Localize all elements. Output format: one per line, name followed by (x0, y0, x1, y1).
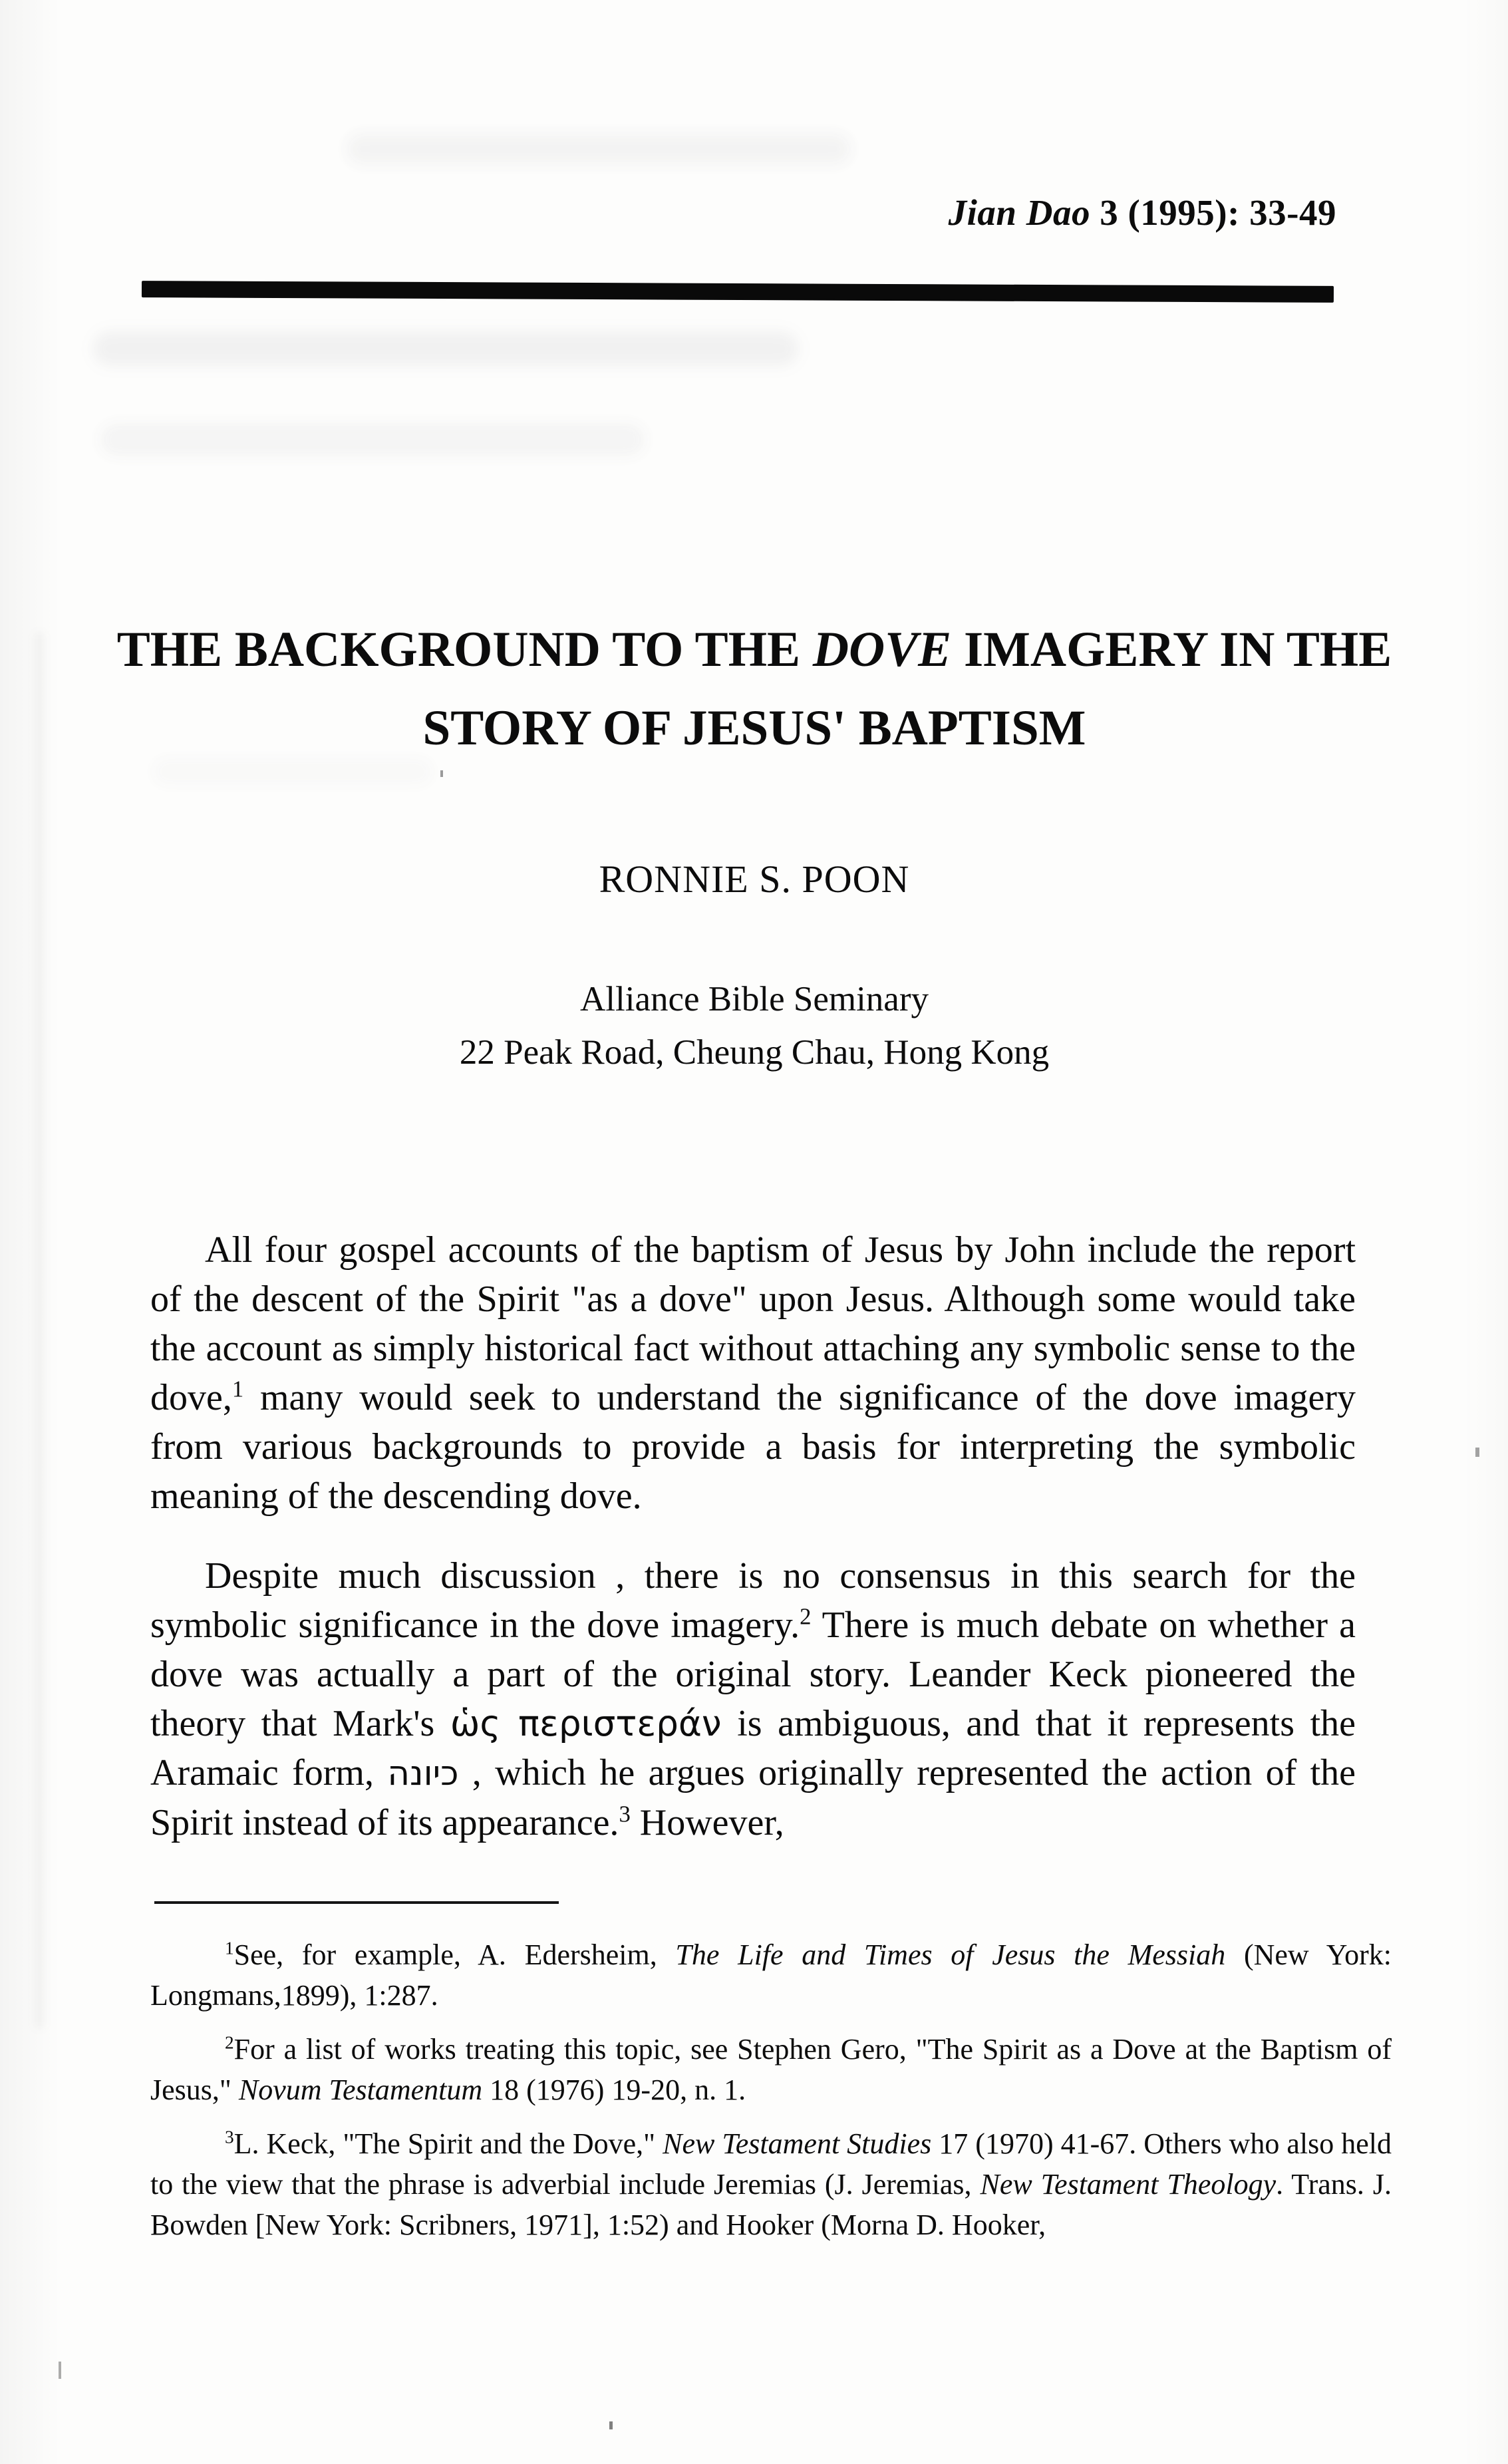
footnote-2: $^2$For a list of works treating this topic, see Stephen Gero, "The Spirit as a Dove at the Baptism of Jesus," Novum Testamentum 18 (1976) 19-20, n. 1. (150, 2032, 1392, 2106)
author-name: RONNIE S. POON (599, 857, 910, 901)
article-body (150, 1225, 1356, 1847)
bleedthrough-ghost (346, 133, 851, 165)
scanner-streak (35, 632, 44, 2029)
article-title: THE BACKGROUND TO THE DOVE IMAGERY IN THE STORY OF JESUS' BAPTISM (116, 622, 1392, 756)
header-rule (142, 281, 1334, 303)
bleedthrough-ghost (100, 423, 645, 456)
affiliation-address: 22 Peak Road, Cheung Chau, Hong Kong (459, 1033, 1050, 1072)
author-affiliation (89, 973, 1420, 1079)
footnote-1: $^1$See, for example, A. Edersheim, The Life and Times of Jesus the Messiah (New York: Longmans,1899), 1:287. (150, 1938, 1392, 2012)
scan-speck (1475, 1448, 1479, 1457)
footnote-separator-rule (154, 1901, 559, 1904)
body-paragraph-2: Despite much discussion , there is no consensus in this search for the symbolic significance in the dove imagery.$^2$ There is much debate on whether a dove was actually a part of the original story. Leander Keck pioneered the theory that Mark's ὡς περιστεράν is ambiguous, and that it represents the Aramaic form, כיונה , which he argues originally represented the action of the Spirit instead of its appearance.$^3$ However, (150, 1555, 1356, 1843)
footnotes-section (150, 1934, 1392, 2258)
scan-speck (440, 770, 443, 777)
body-paragraph-1: All four gospel accounts of the baptism of Jesus by John include the report of the descent of the Spirit "as a dove" upon Jesus. Although some would take the account as simply historical fact without attaching any symbolic sense to the dove,$^1$ many would seek to understand the significance of the dove imagery from various backgrounds to provide a basis for interpreting the symbolic meaning of the descending dove. (150, 1229, 1356, 1517)
scan-speck (609, 2421, 613, 2429)
scan-speck (59, 2362, 61, 2379)
journal-citation: Jian Dao 3 (1995): 33-49 (948, 192, 1336, 233)
bleedthrough-ghost (93, 331, 798, 366)
footnote-3: $^3$L. Keck, "The Spirit and the Dove," New Testament Studies 17 (1970) 41-67. Others who also held to the view that the phrase is adverbial include Jeremias (J. Jeremias, New Testament Theology. Trans. J. Bowden [New York: Scribners, 1971], 1:52) and Hooker (Morna D. Hooker, (150, 2127, 1392, 2241)
affiliation-institution: Alliance Bible Seminary (580, 980, 929, 1018)
